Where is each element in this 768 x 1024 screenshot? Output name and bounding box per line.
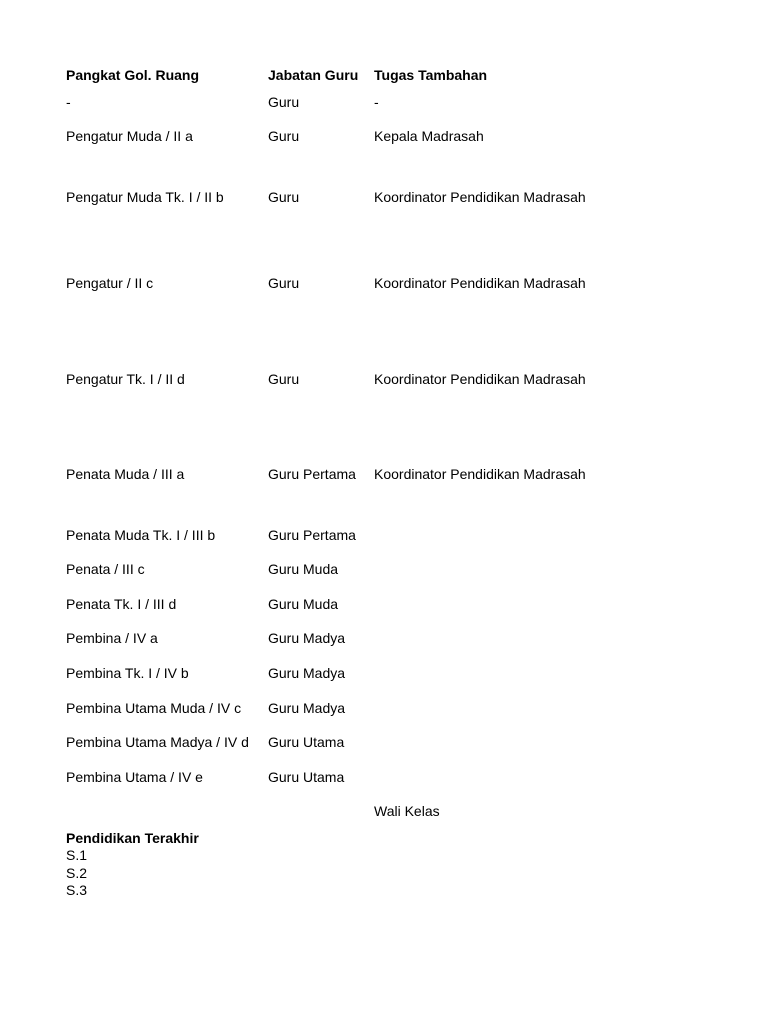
pangkat-cell: Pembina Utama Muda / IV c <box>66 700 242 716</box>
pangkat-cell: Pengatur Tk. I / II d <box>66 371 185 387</box>
pangkat-cell: Pengatur Muda Tk. I / II b <box>66 189 224 205</box>
header-pangkat: Pangkat Gol. Ruang <box>66 67 200 83</box>
pendidikan-list <box>66 847 87 900</box>
tugas-cell: Koordinator Pendidikan Madrasah <box>374 371 586 387</box>
header-tugas: Tugas Tambahan <box>374 67 488 83</box>
pangkat-cell: Pengatur / II c <box>66 275 154 291</box>
jabatan-cell: Guru Madya <box>268 630 346 646</box>
tugas-cell: Koordinator Pendidikan Madrasah <box>374 189 586 205</box>
pangkat-cell: Penata Muda Tk. I / III b <box>66 527 216 543</box>
pangkat-cell: Penata / III c <box>66 561 145 577</box>
pendidikan-item: S.2 <box>66 864 88 881</box>
jabatan-cell: Guru Utama <box>268 734 345 750</box>
tugas-extra-cell: Wali Kelas <box>374 803 440 819</box>
pendidikan-item: S.1 <box>66 847 88 863</box>
pangkat-cell: - <box>66 94 71 110</box>
jabatan-cell: Guru <box>268 275 300 291</box>
jabatan-cell: Guru <box>268 371 300 387</box>
header-jabatan: Jabatan Guru <box>268 67 359 83</box>
pendidikan-item: S.3 <box>66 882 88 898</box>
tugas-cell: Koordinator Pendidikan Madrasah <box>374 275 586 291</box>
pangkat-cell: Penata Tk. I / III d <box>66 596 177 612</box>
jabatan-cell: Guru <box>268 189 300 205</box>
jabatan-cell: Guru Pertama <box>268 527 356 543</box>
pendidikan-title: Pendidikan Terakhir <box>66 830 199 846</box>
jabatan-cell: Guru <box>268 128 300 144</box>
tugas-cell: Koordinator Pendidikan Madrasah <box>374 466 586 482</box>
pangkat-cell: Pengatur Muda / II a <box>66 128 193 144</box>
pangkat-cell: Pembina Utama Madya / IV d <box>66 734 249 750</box>
jabatan-cell: Guru Madya <box>268 700 346 716</box>
jabatan-cell: Guru <box>268 94 300 110</box>
jabatan-cell: Guru Muda <box>268 561 339 577</box>
tugas-cell: - <box>374 94 379 110</box>
jabatan-cell: Guru Utama <box>268 769 345 785</box>
pangkat-cell: Penata Muda / III a <box>66 466 185 482</box>
pangkat-cell: Pembina Tk. I / IV b <box>66 665 189 681</box>
jabatan-cell: Guru Madya <box>268 665 346 681</box>
tugas-cell: Kepala Madrasah <box>374 128 484 144</box>
jabatan-cell: Guru Muda <box>268 596 339 612</box>
pangkat-cell: Pembina / IV a <box>66 630 158 646</box>
jabatan-cell: Guru Pertama <box>268 466 356 482</box>
pangkat-cell: Pembina Utama / IV e <box>66 769 203 785</box>
